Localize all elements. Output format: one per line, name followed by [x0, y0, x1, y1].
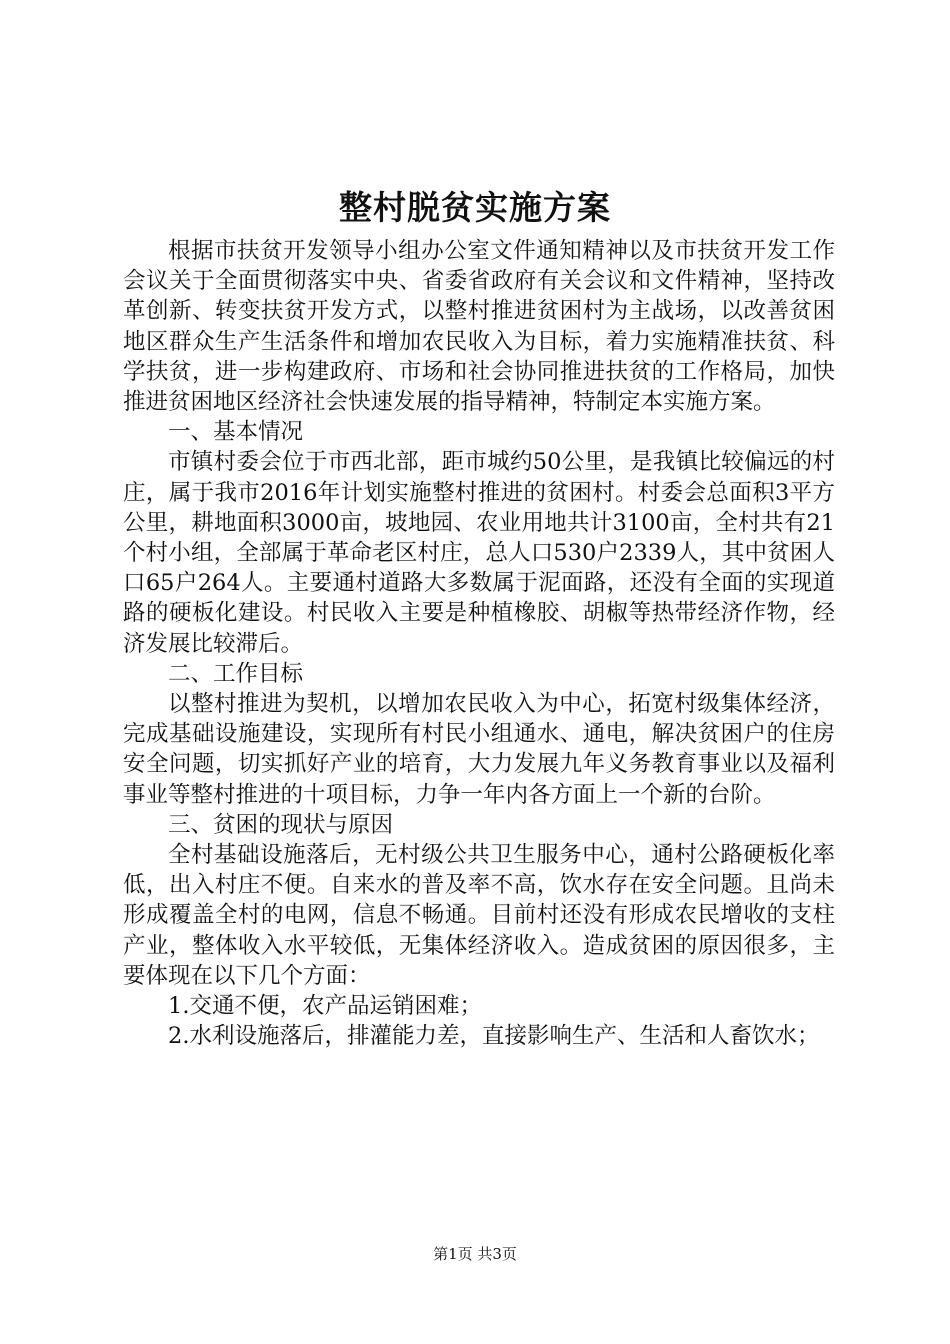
- section-heading-poverty-causes: 三、贫困的现状与原因: [168, 811, 394, 838]
- list-item-cause-1: 1.交通不便，农产品运销困难；: [168, 993, 482, 1020]
- section-heading-work-goals: 二、工作目标: [168, 660, 304, 687]
- paragraph-intro: 根据市扶贫开发领导小组办公室文件通知精神以及市扶贫开发工作会议关于全面贯彻落实中央、省委省政府有关会议和文件精神，坚持改革创新、转变扶贫开发方式，以整村推进贫困村为主战场，以改善贫困地区群众生产生活条件和增加农民收入为目标，着力实施精准扶贫、科学扶贫，进一步构建政府、市场和社会协同推进扶贫的工作格局，加快推进贫困地区经济社会快速发展的指导精神，特制定本实施方案。: [123, 238, 835, 416]
- paragraph-basic-situation: 市镇村委会位于市西北部，距市城约50公里，是我镇比较偏远的村庄，属于我市2016年计划实施整村推进的贫困村。村委会总面积3平方公里，耕地面积3000亩，坡地园、农业用地共计3100亩，全村共有21个村小组，全部属于革命老区村庄，总人口530户2339人，其中贫困人口65户264人。主要通村道路大多数属于泥面路，还没有全面的实现道路的硬板化建设。村民收入主要是种植橡胶、胡椒等热带经济作物，经济发展比较滞后。: [123, 449, 835, 657]
- paragraph-poverty-causes: 全村基础设施落后，无村级公共卫生服务中心，通村公路硬板化率低，出入村庄不便。自来水的普及率不高，饮水存在安全问题。且尚未形成覆盖全村的电网，信息不畅通。目前村还没有形成农民增收的支柱产业，整体收入水平较低，无集体经济收入。造成贫困的原因很多，主要体现在以下几个方面：: [123, 842, 835, 989]
- paragraph-work-goals: 以整村推进为契机，以增加农民收入为中心，拓宽村级集体经济，完成基础设施建设，实现所有村民小组通水、通电，解决贫困户的住房安全问题，切实抓好产业的培育，大力发展九年义务教育事业以及福利事业等整村推进的十项目标，力争一年内各方面上一个新的台阶。: [123, 691, 835, 808]
- page-footer: 第1页 共3页: [433, 1245, 517, 1263]
- document-title: 整村脱贫实施方案: [339, 188, 611, 227]
- section-heading-basic-situation: 一、基本情况: [168, 419, 304, 446]
- document-body: [123, 236, 835, 1051]
- list-item-cause-2: 2.水利设施落后，排灌能力差，直接影响生产、生活和人畜饮水；: [168, 1023, 820, 1050]
